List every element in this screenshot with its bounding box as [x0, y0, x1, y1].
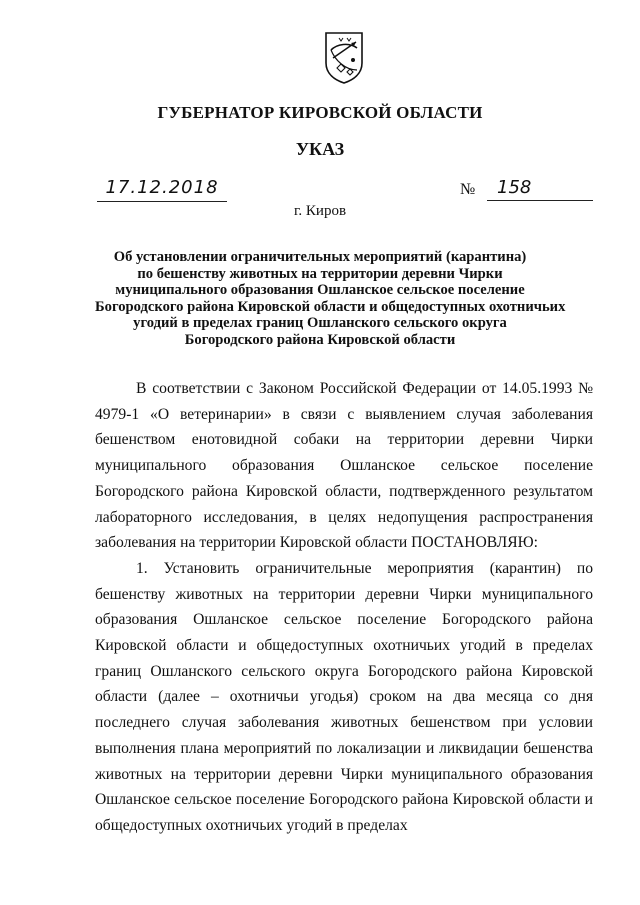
title-line: Об установлении ограничительных мероприятий (карантина) — [113, 249, 527, 265]
title-line: угодий в пределах границ Ошланского сельского округа — [133, 315, 507, 331]
document-number: 158 — [487, 177, 593, 201]
title-line: по бешенству животных на территории деревни Чирки — [137, 265, 503, 282]
body-paragraph-preamble: В соответствии с Законом Российской Федерации от 14.05.1993 № 4979-1 «О ветеринарии» в связи с выявлением случая заболевания бешенством енотовидной собаки на территории деревни Чирки муниципального образования Ошланское сельское поселение Богородского района Кировской области, подтвержденного результатом лабораторного исследования, в целях недопущения распространения заболевания на территории Кировской области ПОСТАНОВЛЯЮ: — [95, 380, 593, 552]
document-title — [95, 249, 566, 348]
document-body — [95, 376, 593, 839]
document-date: 17.12.2018 — [97, 177, 227, 202]
document-city: г. Киров — [293, 203, 347, 219]
issuing-authority: ГУБЕРНАТОР КИРОВСКОЙ ОБЛАСТИ — [157, 103, 483, 122]
kirov-coat-of-arms-icon — [323, 30, 365, 84]
document-type: УКАЗ — [295, 139, 345, 159]
body-paragraph-item-1: 1. Установить ограничительные мероприятия (карантин) по бешенству животных на территории деревни Чирки муниципального образования Ошланское сельское поселение Богородского района Кировской области и общедоступных охотничьих угодий в пределах границ Ошланского сельского округа Богородского района Кировской области (далее – охотничьи угодья) сроком на два месяца со дня последнего случая заболевания животных бешенством при условии выполнения плана мероприятий по локализации и ликвидации бешенства животных на территории деревни Чирки муниципального образования Ошланское сельское поселение Богородского района Кировской области и общедоступных охотничьих угодий в пределах — [95, 559, 593, 834]
title-line: Богородского района Кировской области и общедоступных охотничьих — [95, 298, 566, 315]
title-line: Богородского района Кировской области — [184, 331, 456, 348]
title-line: муниципального образования Ошланское сельское поселение — [115, 282, 525, 298]
number-label: № — [460, 181, 476, 198]
